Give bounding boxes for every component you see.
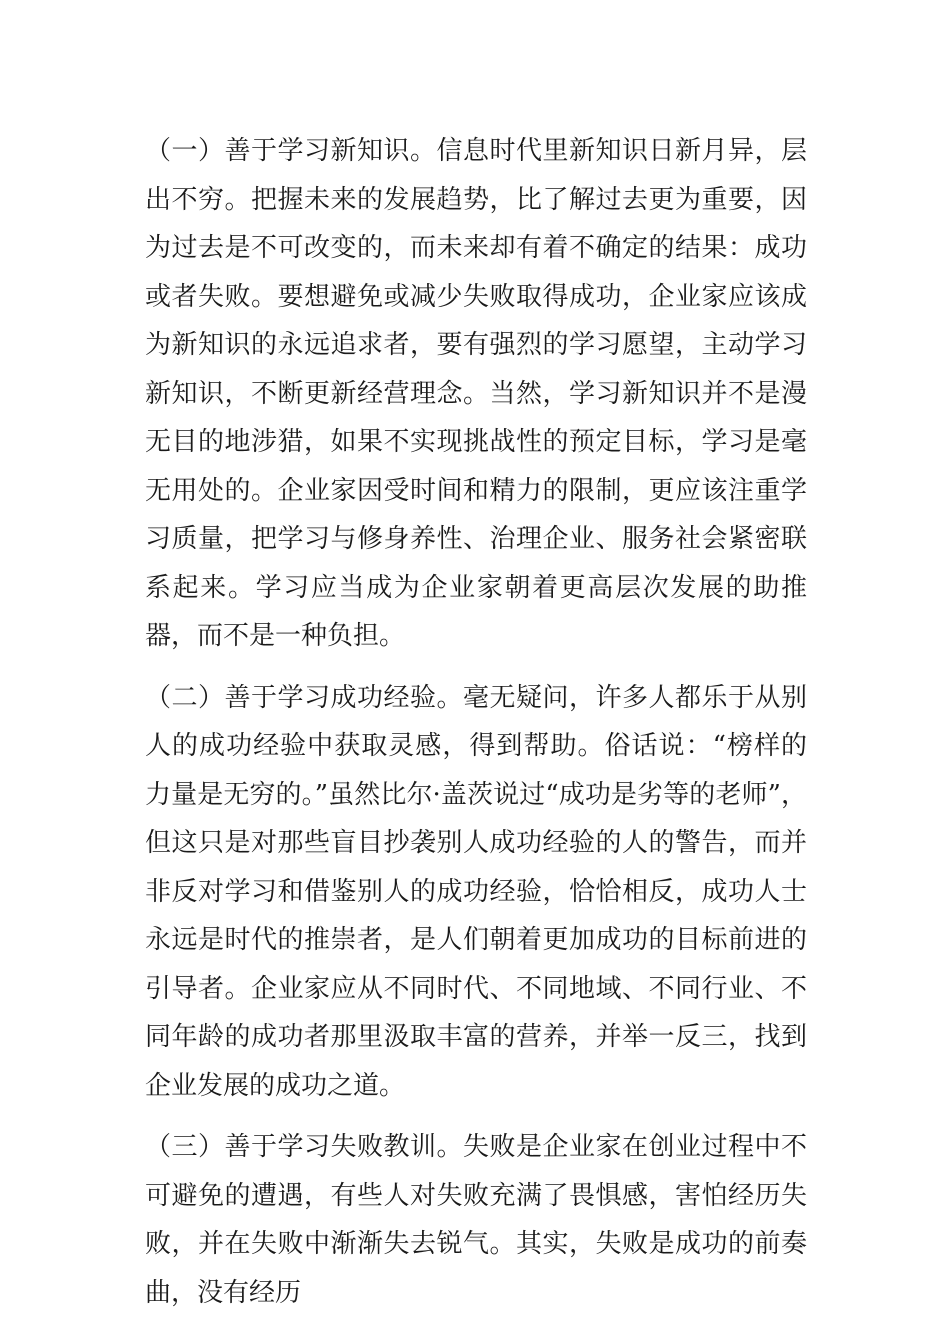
document-page (145, 127, 807, 1330)
paragraph-learn-failure-lessons: （三）善于学习失败教训。失败是企业家在创业过程中不可避免的遭遇，有些人对失败充满了畏惧感，害怕经历失败，并在失败中渐渐失去锐气。其实，失败是成功的前奏曲，没有经历 (145, 1132, 807, 1308)
paragraph-learn-success-experience: （二）善于学习成功经验。毫无疑问，许多人都乐于从别人的成功经验中获取灵感，得到帮助。俗话说：“榜样的力量是无穷的。”虽然比尔·盖茨说过“成功是劣等的老师”，但这只是对那些盲目抄袭别人成功经验的人的警告，而并非反对学习和借鉴别人的成功经验，恰恰相反，成功人士永远是时代的推崇者，是人们朝着更加成功的目标前进的引导者。企业家应从不同时代、不同地域、不同行业、不同年龄的成功者那里汲取丰富的营养，并举一反三，找到企业发展的成功之道。 (145, 682, 807, 1101)
paragraph-learn-new-knowledge: （一）善于学习新知识。信息时代里新知识日新月异，层出不穷。把握未来的发展趋势，比了解过去更为重要，因为过去是不可改变的，而未来却有着不确定的结果：成功或者失败。要想避免或减少失败取得成功，企业家应该成为新知识的永远追求者，要有强烈的学习愿望，主动学习新知识，不断更新经营理念。当然，学习新知识并不是漫无目的地涉猎，如果不实现挑战性的预定目标，学习是毫无用处的。企业家因受时间和精力的限制，更应该注重学习质量，把学习与修身养性、治理企业、服务社会紧密联系起来。学习应当成为企业家朝着更高层次发展的助推器，而不是一种负担。 (145, 136, 807, 651)
